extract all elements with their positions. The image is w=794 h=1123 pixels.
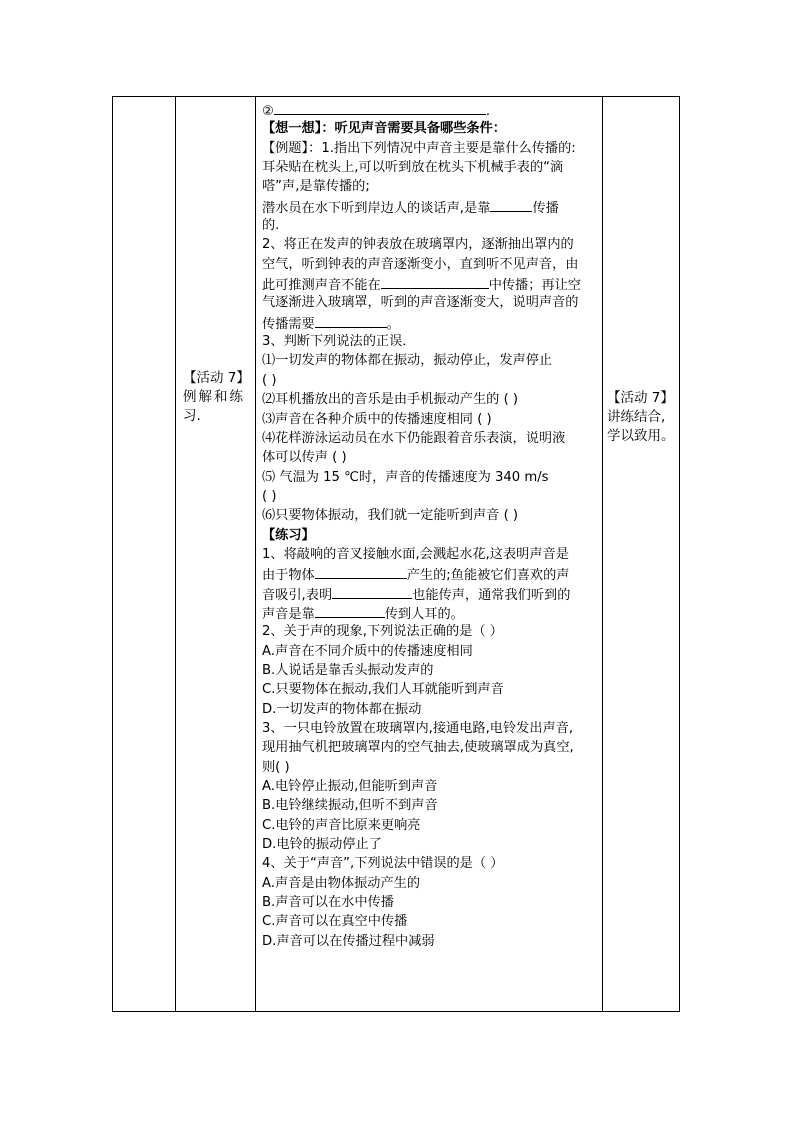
content-line <box>262 139 596 158</box>
content-line <box>262 622 596 641</box>
content-line <box>262 274 596 293</box>
line-text: ⑹只要物体振动，我们就一定能听到声音 ( ) <box>262 508 519 524</box>
line-text-after-blank: 中传播；再让空 <box>488 278 581 294</box>
line-text: 现用抽气机把玻璃罩内的空气抽去,使玻璃罩成为真空, <box>262 740 574 756</box>
content-line <box>262 816 596 835</box>
line-text: 【练习】 <box>262 527 315 543</box>
content-line <box>262 410 596 429</box>
fill-in-blank[interactable] <box>315 603 385 618</box>
line-text: 1、将敲响的音叉接触水面,会溅起水花,这表明声音是 <box>262 546 569 562</box>
line-text: 气逐渐进入玻璃罩，听到的声音逐渐变大，说明声音的 <box>262 295 579 311</box>
activity-label-line: 习. <box>183 408 201 424</box>
content-line <box>262 293 596 312</box>
content-line <box>262 584 596 603</box>
line-text: A.声音是由物体振动产生的 <box>262 875 421 891</box>
line-text: C.只要物体在振动,我们人耳就能听到声音 <box>262 682 504 698</box>
content-line <box>262 545 596 564</box>
content-line <box>262 119 596 138</box>
activity-label-left <box>183 369 255 426</box>
content-line <box>262 506 596 525</box>
line-text: B.声音可以在水中传播 <box>262 895 394 911</box>
fill-in-blank[interactable] <box>381 274 489 289</box>
content-line <box>262 468 596 487</box>
activity-label-line: 【活动 7】 <box>607 390 674 406</box>
line-text: 2、关于声的现象,下列说法正确的是（ ） <box>262 624 503 640</box>
line-text: 耳朵贴在枕头上,可以听到放在枕头下机械手表的“滴 <box>262 160 564 176</box>
line-text: 空气，听到钟表的声音逐渐变小，直到听不见声音，由 <box>262 256 579 272</box>
content-line <box>262 719 596 738</box>
content-line <box>262 835 596 854</box>
line-text-before-blank: 由于物体 <box>262 568 315 584</box>
line-text-before-blank: 此可推测声音不能在 <box>262 278 381 294</box>
line-text: 3、一只电铃放置在玻璃罩内,接通电路,电铃发出声音, <box>262 721 574 736</box>
line-text-before-blank: ② <box>262 104 274 119</box>
line-text: C.电铃的声音比原来更响亮 <box>262 817 421 833</box>
content-line <box>262 158 596 177</box>
content-line <box>262 390 596 409</box>
line-text: ⑴一切发声的物体都在振动，振动停止，发声停止 <box>262 353 553 369</box>
content-line <box>262 603 596 622</box>
fill-in-blank[interactable] <box>332 584 412 599</box>
line-text-after-blank: 传到人耳的。 <box>384 606 464 622</box>
line-text: ⑷花样游泳运动员在水下仍能跟着音乐表演，说明液 <box>262 430 566 446</box>
fill-in-blank[interactable] <box>490 197 532 212</box>
content-line <box>262 100 596 119</box>
line-text: 4、关于“声音”,下列说法中错误的是（ ） <box>262 856 504 872</box>
column-divider-2 <box>255 97 256 1011</box>
activity-label-line: 例解和练 <box>183 389 245 405</box>
line-text: 3、判断下列说法的正误． <box>262 334 416 350</box>
column-divider-1 <box>175 97 176 1011</box>
line-text: ( ) <box>262 372 277 388</box>
line-text: A.电铃停止振动,但能听到声音 <box>262 779 438 795</box>
content-line <box>262 796 596 815</box>
content-line <box>262 661 596 680</box>
content-line <box>262 216 596 235</box>
line-text: B.人说话是靠舌头振动发声的 <box>262 662 434 678</box>
content-line <box>262 351 596 370</box>
content-line <box>262 429 596 448</box>
content-line <box>262 332 596 351</box>
line-text: D.声音可以在传播过程中减弱 <box>262 933 435 949</box>
fill-in-blank[interactable] <box>315 564 407 579</box>
content-line <box>262 932 596 951</box>
line-text: 则( ) <box>262 759 290 775</box>
content-line <box>262 371 596 390</box>
content-line <box>262 912 596 931</box>
line-text-after-blank: 产生的;鱼能被它们喜欢的声 <box>406 568 570 584</box>
line-text-before-blank: 传播需要 <box>262 316 315 332</box>
line-text: A.声音在不同介质中的传播速度相同 <box>262 643 473 659</box>
activity-label-line: 讲练结合, <box>607 409 666 425</box>
content-line <box>262 177 596 196</box>
fill-in-blank[interactable] <box>274 100 486 115</box>
content-line <box>262 893 596 912</box>
activity-label-line: 【活动 7】 <box>183 370 250 386</box>
line-text-before-blank: 声音是靠 <box>262 606 315 622</box>
content-line <box>262 700 596 719</box>
lesson-table <box>112 96 680 1012</box>
line-text: 2、将正在发声的钟表放在玻璃罩内，逐渐抽出罩内的 <box>262 237 574 253</box>
activity-label-right <box>607 389 681 446</box>
content-line <box>262 680 596 699</box>
line-text: ⑵耳机播放出的音乐是由手机振动产生的 ( ) <box>262 392 519 408</box>
line-text: 的. <box>262 218 280 234</box>
column-divider-3 <box>602 97 603 1011</box>
content-line <box>262 874 596 893</box>
line-text-before-blank: 潜水员在水下听到岸边人的谈话声,是靠 <box>262 200 491 216</box>
line-text: ⑸ 气温为 15 ℃时，声音的传播速度为 340 m/s <box>262 469 549 485</box>
line-text: 嗒”声,是靠传播的; <box>262 179 370 195</box>
line-text-after-blank: 传播 <box>532 200 559 216</box>
line-text: ( ) <box>262 488 277 504</box>
content-line <box>262 487 596 506</box>
content-line <box>262 738 596 757</box>
content-line <box>262 854 596 873</box>
line-text-after-blank: . <box>485 104 491 119</box>
line-text: C.声音可以在真空中传播 <box>262 914 408 930</box>
exercise-content <box>262 100 596 951</box>
content-line <box>262 235 596 254</box>
activity-label-line: 学以致用。 <box>607 428 675 444</box>
content-line <box>262 255 596 274</box>
content-line <box>262 526 596 545</box>
line-text-after-blank: 。 <box>386 316 400 332</box>
line-text-before-blank: 音吸引,表明 <box>262 587 333 603</box>
line-text: ⑶声音在各种介质中的传播速度相同 ( ) <box>262 411 492 427</box>
line-text: D.一切发声的物体都在振动 <box>262 701 422 717</box>
line-text: 【想一想】：听见声音需要具备哪些条件： <box>262 121 506 137</box>
content-line <box>262 197 596 216</box>
line-text: 体可以传声 ( ) <box>262 450 347 466</box>
content-line <box>262 758 596 777</box>
content-line <box>262 448 596 467</box>
line-text: 【例题】：1.指出下列情况中声音主要是靠什么传播的: <box>262 140 576 156</box>
content-line <box>262 313 596 332</box>
fill-in-blank[interactable] <box>315 313 387 328</box>
line-text: D.电铃的振动停止了 <box>262 837 382 853</box>
content-line <box>262 642 596 661</box>
content-line <box>262 777 596 796</box>
content-line <box>262 564 596 583</box>
line-text: B.电铃继续振动,但听不到声音 <box>262 798 438 814</box>
line-text-after-blank: 也能传声，通常我们听到的 <box>412 587 571 603</box>
